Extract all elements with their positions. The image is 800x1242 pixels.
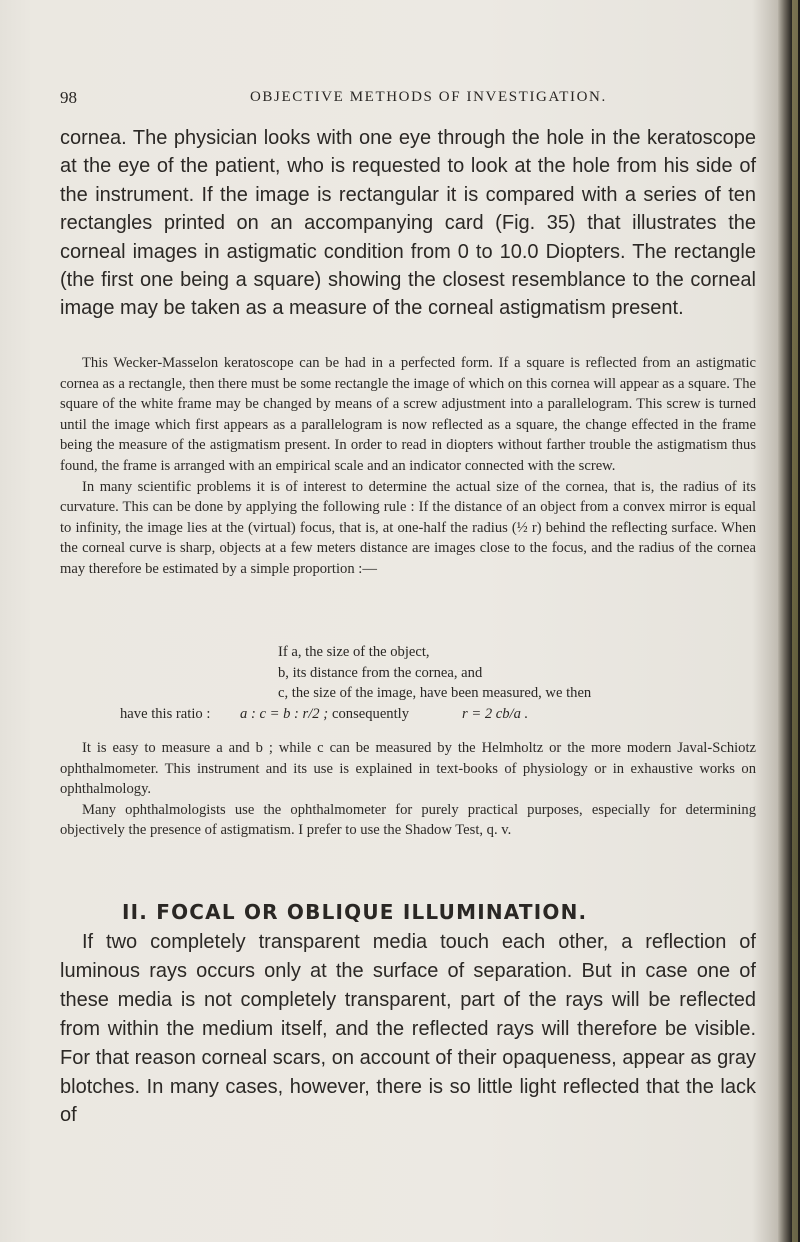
section-paragraph: If two completely transparent media touch each other, a reflection of luminous rays occurs only at the surface of separation. But in case one of these media is not completely transparent, part of the rays will be reflected from within the medium itself, and the reflected rays will therefore be visible. For that reason corneal scars, on account of their opaqueness, appear as gray blotches. In many cases, however, there is so little light reflected that the lack of: [60, 931, 756, 1127]
footnote-block-2: [60, 738, 756, 841]
ratio-consequently: consequently: [332, 706, 410, 722]
definition-b: b, its distance from the cornea, and: [278, 664, 483, 681]
running-title: OBJECTIVE METHODS OF INVESTIGATION.: [250, 89, 607, 105]
ratio-label: have this ratio :: [120, 706, 211, 722]
page-number: 98: [60, 88, 77, 107]
book-spine: [778, 0, 800, 1242]
note-ophthalmometer: Many ophthalmologists use the ophthalmometer for purely practical purposes, especially for determining objectively the presence of astigmatism. I prefer to use the Shadow Test, q. v.: [60, 801, 756, 839]
ratio-equation: a : c = b : r/2 ;: [240, 706, 329, 722]
definitions-list: [278, 642, 591, 704]
footnote-block: [60, 353, 756, 580]
ratio-result: r = 2 cb/a .: [462, 706, 529, 722]
paragraph-1: cornea. The physician looks with one eye through the hole in the keratoscope at the eye of the patient, who is requested to look at the hole from his side of the instrument. If the image is rectangular it is compared with a series of ten rectangles printed on an accompanying card (Fig. 35) that illustrates the corneal images in astigmatic condition from 0 to 10.0 Diopters. The rectangle (the first one being a square) showing the closest resemblance to the corneal image may be taken as a measure of the corneal astigmatism present.: [60, 127, 756, 320]
note-keratoscope: This Wecker-Masselon keratoscope can be had in a perfected form. If a square is reflected from an astigmatic cornea as a rectangle, then there must be some rectangle the image of which on this cornea will appear as a square. The square of the white frame may be changed by means of a screw adjustment into a parallelogram. This screw is turned until the image which first appears as a parallelogram is now reflected as a square, the change effected in the frame being the measure of the astigmatism present. In order to read in diopters without farther trouble the astigmatism thus found, the frame is arranged with an empirical scale and an indicator connected with the screw.: [60, 355, 756, 474]
note-measure: It is easy to measure a and b ; while c can be measured by the Helmholtz or the more modern Javal-Schiotz ophthalmometer. This instrument and its use is explained in text-books of physiology or in exhaustive works on ophthalmology.: [60, 740, 756, 798]
note-radius: In many scientific problems it is of interest to determine the actual size of the cornea, that is, the radius of its curvature. This can be done by applying the following rule : If the distance of an object from a convex mirror is equal to infinity, the image lies at the (virtual) focus, that is, at one-half the radius (½ r) behind the reflecting surface. When the corneal curve is sharp, objects at a few meters distance are images close to the focus, and the radius of the cornea may therefore be estimated by a simple proportion :—: [60, 478, 756, 577]
definition-a: If a, the size of the object,: [278, 644, 430, 660]
page-edge: [792, 0, 798, 1242]
section-heading: II. FOCAL OR OBLIQUE ILLUMINATION.: [122, 900, 588, 924]
main-text: [60, 124, 756, 323]
definition-c: c, the size of the image, have been measured, we then: [278, 685, 592, 702]
section-text: [60, 928, 756, 1130]
